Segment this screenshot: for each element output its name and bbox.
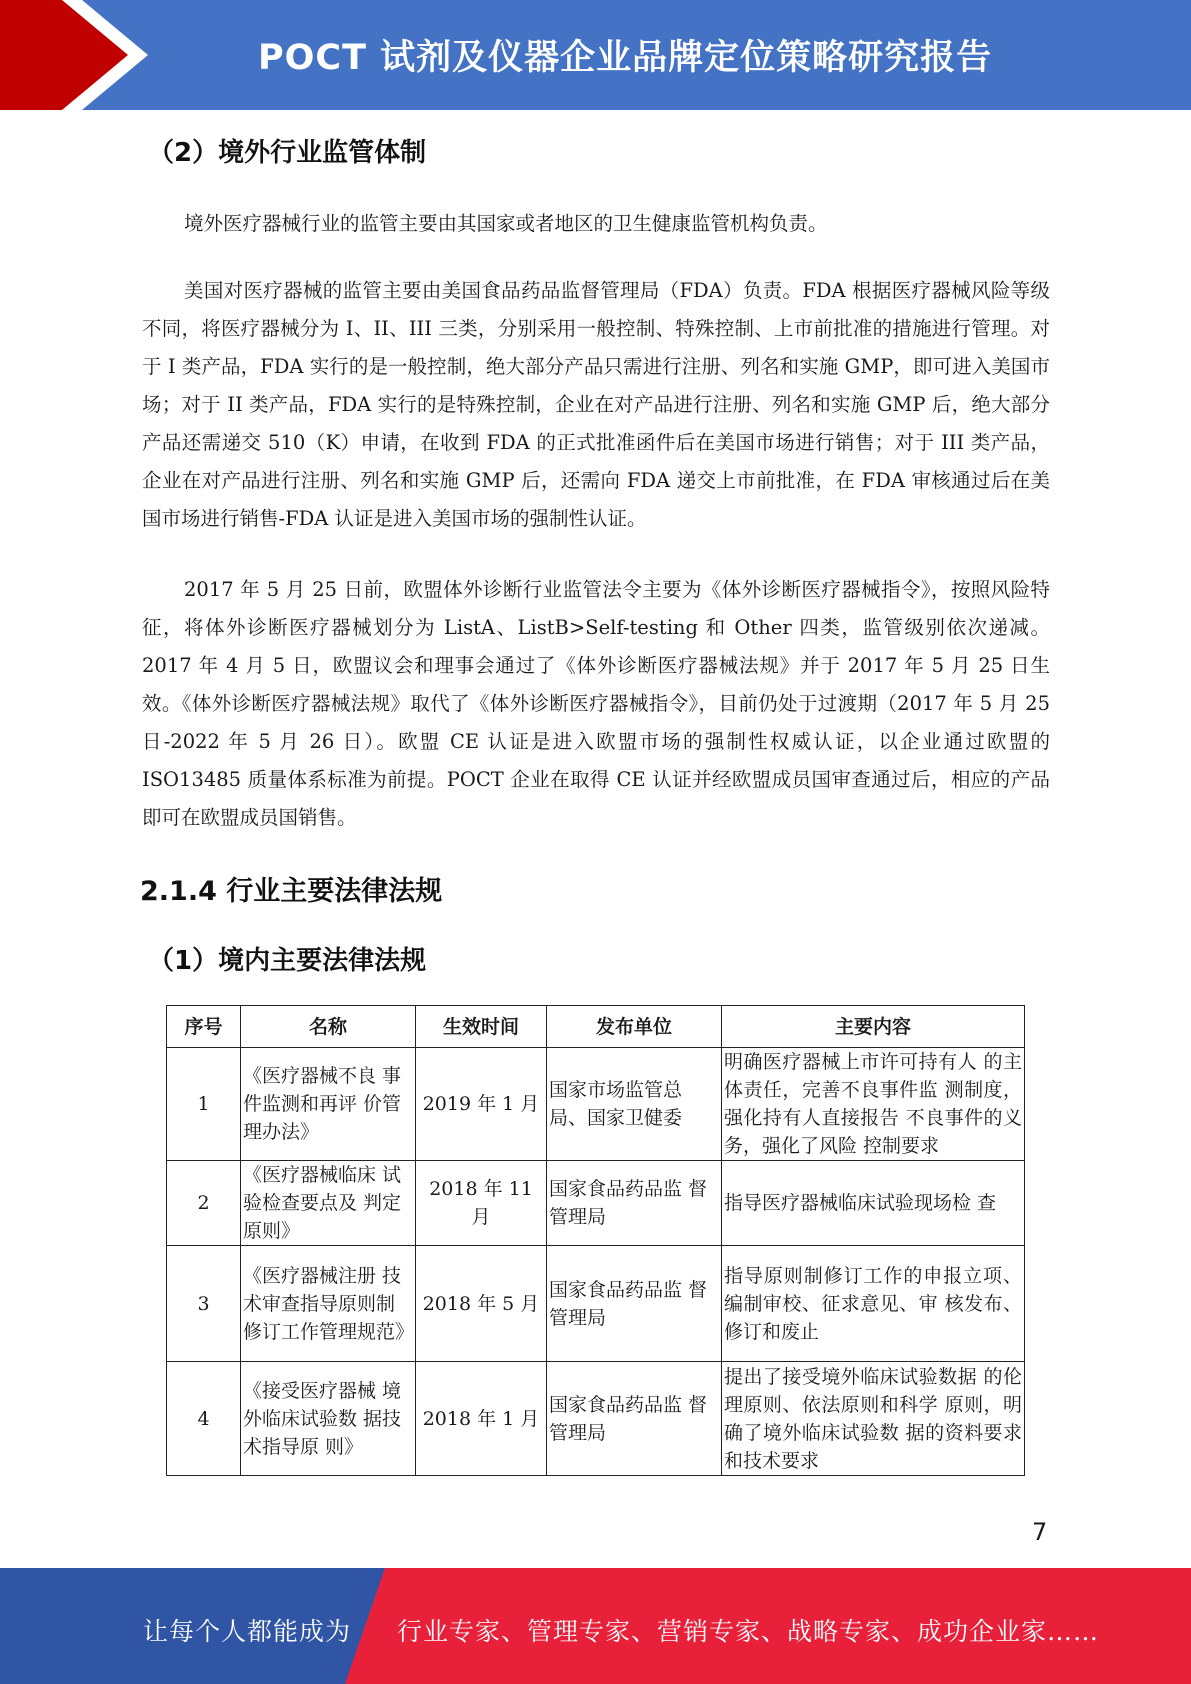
section-heading-2-1-4: 2.1.4 行业主要法律法规 [140, 876, 443, 907]
column-header-issuer: 发布单位 [547, 1006, 722, 1048]
cell-effective-date: 2018 年 5 月 [416, 1246, 547, 1362]
cell-main-content: 提出了接受境外临床试验数据 的伦理原则、依法原则和科学 原则，明确了境外临床试验数 据的资料要求和技术要求 [722, 1362, 1025, 1476]
cell-number: 4 [167, 1362, 241, 1476]
cell-name: 《医疗器械注册 技术审查指导原则制修订工作管理规范》 [241, 1246, 416, 1362]
table-row [167, 1362, 1025, 1476]
cell-issuer: 国家市场监管总局、国家卫健委 [547, 1048, 722, 1161]
paragraph-foreign-intro: 境外医疗器械行业的监管主要由其国家或者地区的卫生健康监管机构负责。 [184, 212, 828, 235]
page-number: 7 [1032, 1518, 1048, 1546]
cell-effective-date: 2018 年 1 月 [416, 1362, 547, 1476]
paragraph-fda-regulation: 美国对医疗器械的监管主要由美国食品药品监督管理局（FDA）负责。FDA 根据医疗器械风险等级不同，将医疗器械分为 I、II、III 三类，分别采用一般控制、特殊控制、上市前批准的措施进行管理。对于 I 类产品，FDA 实行的是一般控制，绝大部分产品只需进行注册、列名和实施 GMP，即可进入美国市场；对于 II 类产品，FDA 实行的是特殊控制，企业在对产品进行注册、列名和实施 GMP 后，绝大部分产品还需递交 510（K）申请，在收到 FDA 的正式批准函件后在美国市场进行销售；对于 III 类产品，企业在对产品进行注册、列名和实施 GMP 后，还需向 FDA 递交上市前批准，在 FDA 审核通过后在美国市场进行销售-FDA 认证是进入美国市场的强制性认证。 [142, 279, 1050, 530]
column-header-number: 序号 [167, 1006, 241, 1048]
cell-issuer: 国家食品药品监 督管理局 [547, 1161, 722, 1246]
cell-issuer: 国家食品药品监 督管理局 [547, 1246, 722, 1362]
column-header-effective-date: 生效时间 [416, 1006, 547, 1048]
domestic-laws-table [166, 1005, 1025, 1476]
footer-slogan-left: 让每个人都能成为 [143, 1617, 352, 1646]
cell-effective-date: 2019 年 1 月 [416, 1048, 547, 1161]
cell-main-content: 指导原则制修订工作的申报立项、编制审校、征求意见、审 核发布、修订和废止 [722, 1246, 1025, 1362]
page-header [0, 0, 1191, 110]
cell-name: 《医疗器械临床 试验检查要点及 判定原则》 [241, 1161, 416, 1246]
table-header-row [167, 1006, 1025, 1048]
cell-main-content: 明确医疗器械上市许可持有人 的主体责任，完善不良事件监 测制度，强化持有人直接报告 不良事件的义务，强化了风险 控制要求 [722, 1048, 1025, 1161]
cell-name: 《医疗器械不良 事件监测和再评 价管理办法》 [241, 1048, 416, 1161]
column-header-main-content: 主要内容 [722, 1006, 1025, 1048]
section-heading-domestic-laws: （1）境内主要法律法规 [148, 946, 427, 976]
cell-number: 3 [167, 1246, 241, 1362]
cell-name: 《接受医疗器械 境外临床试验数 据技术指导原 则》 [241, 1362, 416, 1476]
cell-main-content: 指导医疗器械临床试验现场检 查 [722, 1161, 1025, 1246]
section-heading-foreign-regulation: （2）境外行业监管体制 [148, 138, 427, 168]
cell-issuer: 国家食品药品监 督管理局 [547, 1362, 722, 1476]
paragraph-eu-regulation: 2017 年 5 月 25 日前，欧盟体外诊断行业监管法令主要为《体外诊断医疗器械指令》，按照风险特征，将体外诊断医疗器械划分为 ListA、ListB>Self-testing 和 Other 四类，监管级别依次递减。2017 年 4 月 5 日，欧盟议会和理事会通过了《体外诊断医疗器械法规》并于 2017 年 5 月 25 日生效。《体外诊断医疗器械法规》取代了《体外诊断医疗器械指令》，目前仍处于过渡期（2017 年 5 月 25 日-2022 年 5 月 26 日）。欧盟 CE 认证是进入欧盟市场的强制性权威认证，以企业通过欧盟的 ISO13485 质量体系标准为前提。POCT 企业在取得 CE 认证并经欧盟成员国审查通过后，相应的产品即可在欧盟成员国销售。 [142, 578, 1050, 829]
page-footer [0, 1568, 1191, 1684]
cell-number: 1 [167, 1048, 241, 1161]
table-row [167, 1161, 1025, 1246]
cell-number: 2 [167, 1161, 241, 1246]
footer-slogan-right: 行业专家、管理专家、营销专家、战略专家、成功企业家…… [397, 1617, 1100, 1646]
column-header-name: 名称 [241, 1006, 416, 1048]
table-row [167, 1048, 1025, 1161]
report-title: POCT 试剂及仪器企业品牌定位策略研究报告 [258, 38, 993, 78]
table-row [167, 1246, 1025, 1362]
cell-effective-date: 2018 年 11 月 [416, 1161, 547, 1246]
